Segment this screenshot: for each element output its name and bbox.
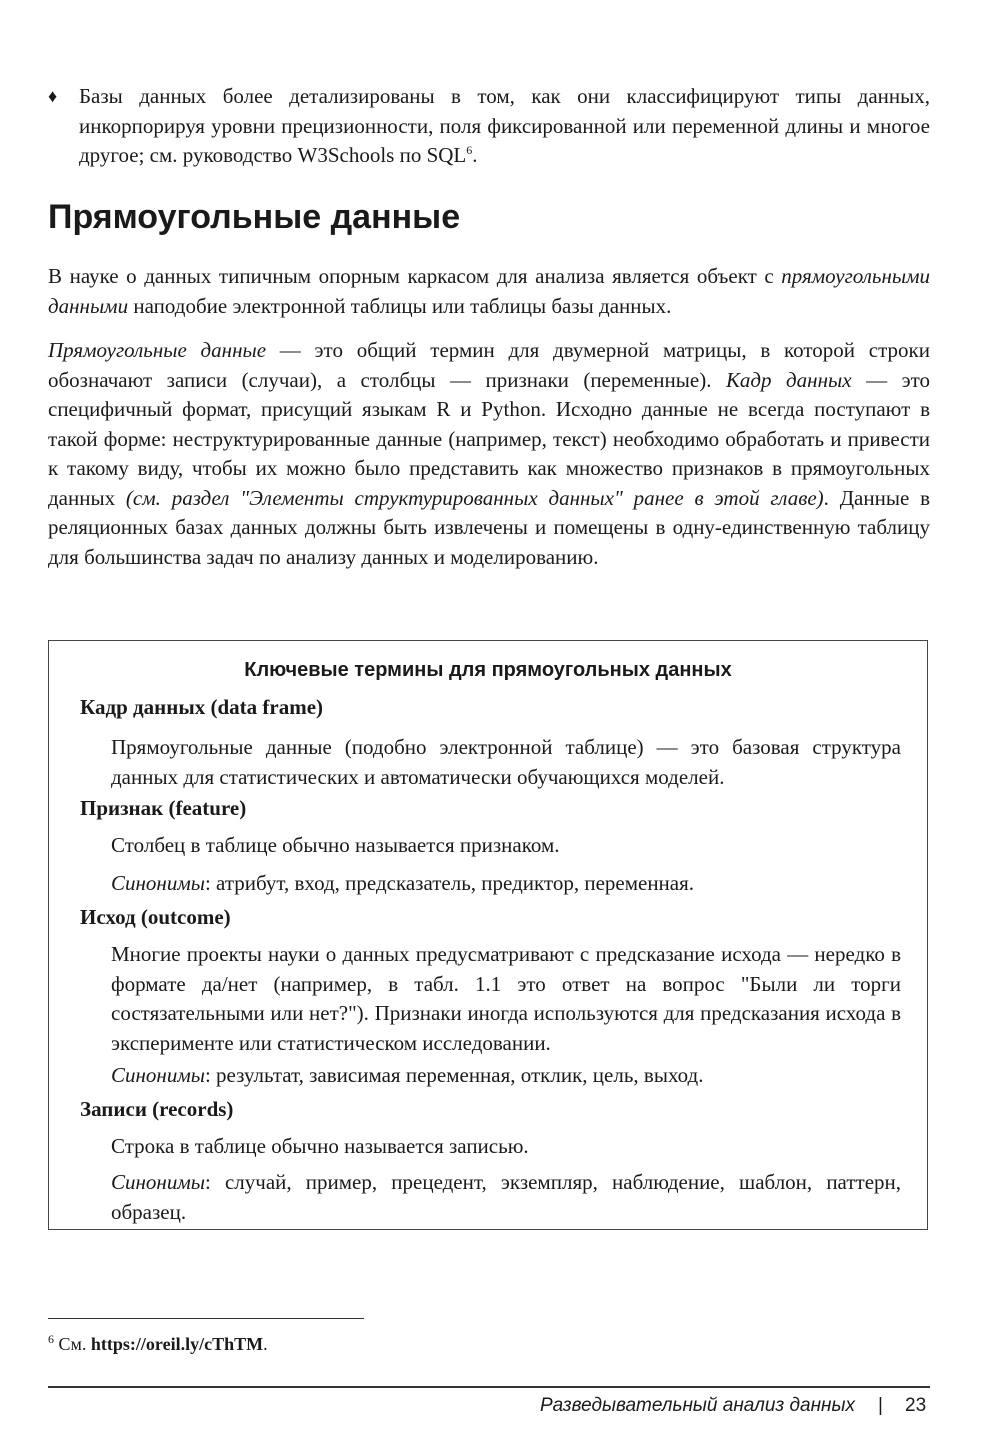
footer-chapter-title: Разведывательный анализ данных	[539, 1395, 855, 1416]
footnote-divider	[48, 1318, 364, 1319]
footnote: $^6$ См. https://oreil.ly/cThTM.	[48, 1332, 268, 1354]
footnote-ref: 6	[466, 143, 473, 157]
section-title: Прямоугольные данные	[48, 198, 461, 236]
definition-outcome: Многие проекты науки о данных предусматривают с предсказание исхода — нередко в формате да/нет (например, в табл. 1.1 это ответ на вопрос "Были ли торги состязательными или нет?"). Признаки иногда используются для предсказания исхода в эксперименте или статистическом исследовании.	[111, 942, 901, 1055]
term-outcome: Исход (outcome)	[80, 905, 231, 929]
definition-records: Строка в таблице обычно называется записью.	[111, 1134, 529, 1158]
synonyms-records: Синонимы: случай, пример, прецедент, экземпляр, наблюдение, шаблон, паттерн, образец.	[111, 1170, 901, 1224]
definition-data-frame: Прямоугольные данные (подобно электронной таблице) — это базовая структура данных для статистических и автоматически обучающихся моделей.	[111, 735, 901, 789]
key-terms-box	[48, 640, 928, 1230]
page-number: 23	[905, 1395, 927, 1416]
key-terms-title: Ключевые термины для прямоугольных данных	[244, 659, 732, 681]
paragraph-rectangular-data: Прямоугольные данные — это общий термин для двумерной матрицы, в которой строки обозначают записи (случаи), а столбцы — признаки (переменные). Кадр данных — это специфичный формат, присущий языкам R и Python. Исходно данные не всегда поступают в такой форме: неструктурированные данные (например, текст) необходимо обработать и привести к такому виду, чтобы их можно было представить как множество признаков в прямоугольных данных (см. раздел "Элементы структурированных данных" ранее в этой главе). Данные в реляционных базах данных должны быть извлечены и помещены в одну-единственную таблицу для большинства задач по анализу данных и моделированию.	[48, 338, 931, 569]
definition-feature: Столбец в таблице обычно называется признаком.	[111, 833, 560, 857]
bullet-text: Базы данных более детализированы в том, как они классифицируют типы данных, инкорпорируя уровни прецизионности, поля фиксированной или переменной длины и многое другое; см. руководство W3Schools по SQL$^6$.	[79, 84, 930, 167]
footer-separator: |	[878, 1395, 883, 1416]
footer-divider	[48, 1386, 930, 1388]
bullet-paragraph	[48, 82, 930, 171]
synonyms-outcome: Синонимы: результат, зависимая переменная, отклик, цель, выход.	[111, 1063, 704, 1087]
term-data-frame: Кадр данных (data frame)	[80, 695, 324, 719]
diamond-bullet-icon: ♦	[48, 86, 58, 106]
term-records: Записи (records)	[80, 1097, 234, 1121]
synonyms-feature: Синонимы: атрибут, вход, предсказатель, предиктор, переменная.	[111, 871, 695, 895]
paragraph-intro: В науке о данных типичным опорным каркасом для анализа является объект с прямоугольными данными наподобие электронной таблицы или таблицы базы данных.	[48, 264, 930, 318]
footnote-link[interactable]: https://oreil.ly/cThTM	[90, 1334, 264, 1354]
term-feature: Признак (feature)	[80, 796, 247, 820]
